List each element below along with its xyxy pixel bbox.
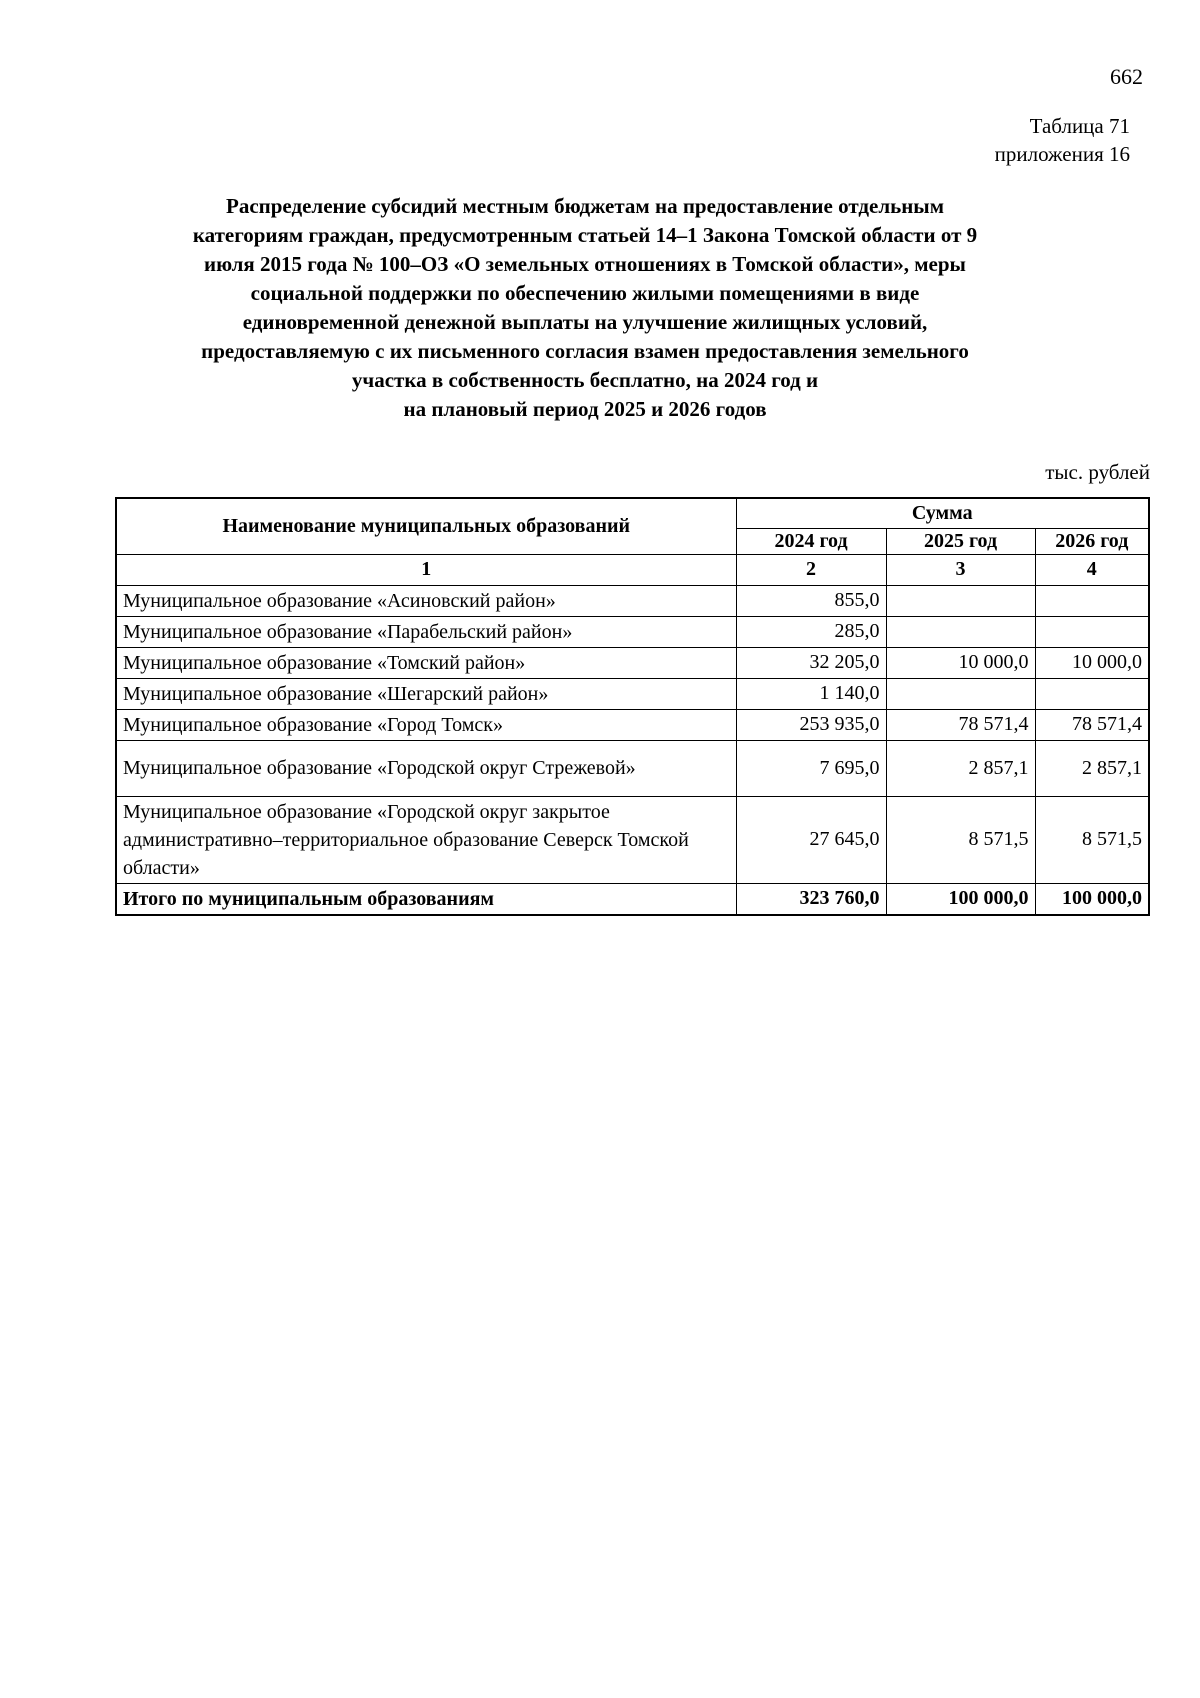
value-2026 — [1035, 678, 1149, 709]
municipality-name: Муниципальное образование «Город Томск» — [116, 709, 736, 740]
table-column-numbers-row — [116, 554, 1149, 585]
value-2024: 7 695,0 — [736, 740, 886, 796]
municipality-name: Муниципальное образование «Шегарский район» — [116, 678, 736, 709]
value-2026: 8 571,5 — [1035, 796, 1149, 883]
header-year-2025: 2025 год — [886, 528, 1035, 554]
title-line: на плановый период 2025 и 2026 годов — [403, 397, 767, 421]
subsidies-table — [115, 497, 1150, 916]
value-2026: 78 571,4 — [1035, 709, 1149, 740]
value-2024: 285,0 — [736, 616, 886, 647]
value-2025: 8 571,5 — [886, 796, 1035, 883]
header-sum-group: Сумма — [736, 498, 1149, 528]
total-label: Итого по муниципальным образованиям — [116, 883, 736, 915]
total-value-2026: 100 000,0 — [1035, 883, 1149, 915]
table-row — [116, 709, 1149, 740]
header-year-2024: 2024 год — [736, 528, 886, 554]
title-line: июля 2015 года № 100–ОЗ «О земельных отношениях в Томской области», меры — [204, 252, 966, 276]
table-row — [116, 616, 1149, 647]
value-2025: 78 571,4 — [886, 709, 1035, 740]
table-header-row-1 — [116, 498, 1149, 528]
value-2026: 2 857,1 — [1035, 740, 1149, 796]
value-2024: 253 935,0 — [736, 709, 886, 740]
value-2024: 27 645,0 — [736, 796, 886, 883]
municipality-name: Муниципальное образование «Городской округ Стрежевой» — [116, 740, 736, 796]
title-line: единовременной денежной выплаты на улучшение жилищных условий, — [242, 310, 928, 334]
header-year-2026: 2026 год — [1035, 528, 1149, 554]
municipality-name: Муниципальное образование «Томский район» — [116, 647, 736, 678]
value-2024: 1 140,0 — [736, 678, 886, 709]
table-row — [116, 678, 1149, 709]
column-number-3: 3 — [886, 554, 1035, 585]
value-2026 — [1035, 616, 1149, 647]
title-line: участка в собственность бесплатно, на 2024 год и — [351, 368, 819, 392]
value-2024: 855,0 — [736, 585, 886, 616]
municipality-name: Муниципальное образование «Городской округ закрытое административно–территориальное образование Северск Томской области» — [116, 796, 736, 883]
value-2026: 10 000,0 — [1035, 647, 1149, 678]
title-line: предоставляемую с их письменного согласия взамен предоставления земельного — [201, 339, 969, 363]
table-total-row — [116, 883, 1149, 915]
total-value-2024: 323 760,0 — [736, 883, 886, 915]
value-2025: 2 857,1 — [886, 740, 1035, 796]
title-line: категориям граждан, предусмотренным статьей 14–1 Закона Томской области от 9 — [192, 223, 978, 247]
municipality-name: Муниципальное образование «Парабельский район» — [116, 616, 736, 647]
total-value-2025: 100 000,0 — [886, 883, 1035, 915]
table-reference-number: Таблица 71 — [1029, 114, 1130, 138]
document-title — [70, 192, 1100, 424]
title-line: социальной поддержки по обеспечению жилыми помещениями в виде — [250, 281, 920, 305]
units-label: тыс. рублей — [1045, 460, 1150, 484]
municipality-name: Муниципальное образование «Асиновский район» — [116, 585, 736, 616]
table-row — [116, 796, 1149, 883]
table-reference-appendix: приложения 16 — [994, 142, 1130, 166]
header-name-column: Наименование муниципальных образований — [116, 498, 736, 554]
table-row — [116, 585, 1149, 616]
table-row — [116, 740, 1149, 796]
value-2024: 32 205,0 — [736, 647, 886, 678]
value-2025 — [886, 678, 1035, 709]
column-number-2: 2 — [736, 554, 886, 585]
value-2025 — [886, 616, 1035, 647]
value-2025: 10 000,0 — [886, 647, 1035, 678]
value-2026 — [1035, 585, 1149, 616]
table-row — [116, 647, 1149, 678]
value-2025 — [886, 585, 1035, 616]
title-line: Распределение субсидий местным бюджетам на предоставление отдельным — [226, 194, 944, 218]
column-number-1: 1 — [116, 554, 736, 585]
column-number-4: 4 — [1035, 554, 1149, 585]
page-number: 662 — [1110, 64, 1143, 89]
table-reference — [995, 112, 1130, 168]
